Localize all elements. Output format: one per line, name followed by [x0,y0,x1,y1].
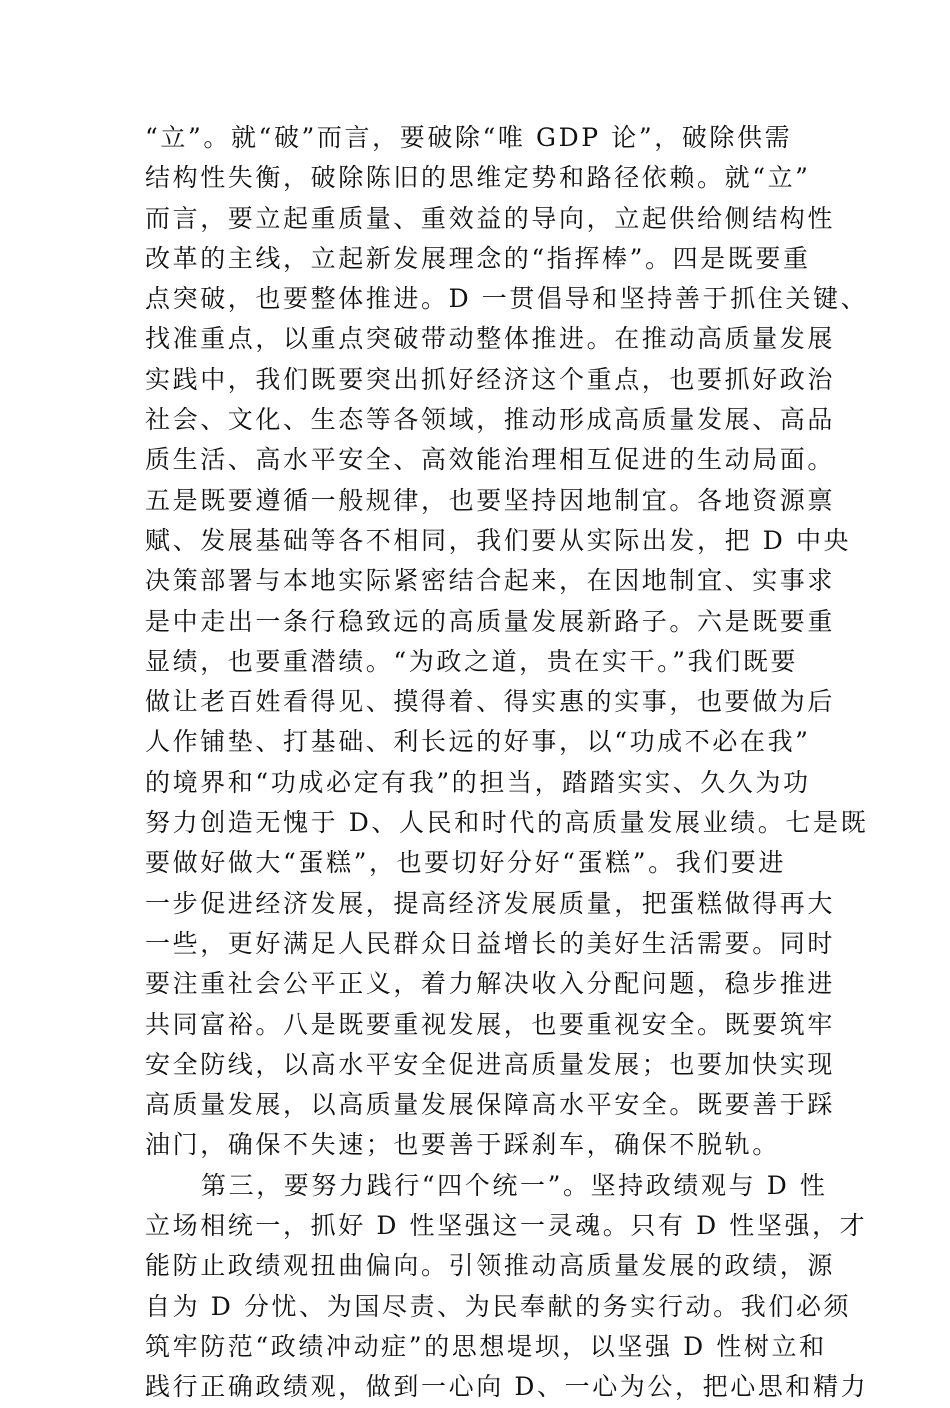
text-line: 立场相统一，抓好 D 性坚强这一灵魂。只有 D 性坚强，才 [145,1211,868,1241]
text-line: 自为 D 分忧、为国尽责、为民奉献的务实行动。我们必须 [145,1291,852,1321]
text-line: 要做好做大“蛋糕”，也要切好分好“蛋糕”。我们要进 [145,848,787,878]
text-line: 是中走出一条行稳致远的高质量发展新路子。六是既要重 [145,606,836,636]
text-line: 油门，确保不失速；也要善于踩刹车，确保不脱轨。 [145,1130,780,1160]
text-line: 能防止政绩观扭曲偏向。引领推动高质量发展的政绩，源 [145,1251,836,1281]
text-line: “立”。就“破”而言，要破除“唯 GDP 论”，破除供需 [145,123,793,152]
text-line: 赋、发展基础等各不相同，我们要从实际出发，把 D 中央 [145,525,852,555]
text-line: 做让老百姓看得见、摸得着、得实惠的实事，也要做为后 [145,687,836,717]
text-line: 安全防线，以高水平安全促进高质量发展；也要加快实现 [145,1049,836,1079]
text-line: 一步促进经济发展，提高经济发展质量，把蛋糕做得再大 [145,888,836,918]
text-line: 努力创造无愧于 D、人民和时代的高质量发展业绩。七是既 [145,808,869,838]
text-line: 要注重社会公平正义，着力解决收入分配问题，稳步推进 [145,969,836,999]
text-line: 找准重点，以重点突破带动整体推进。在推动高质量发展 [145,324,836,354]
text-line: 社会、文化、生态等各领域，推动形成高质量发展、高品 [145,405,836,435]
text-line: 改革的主线，立起新发展理念的“指挥棒”。四是既要重 [145,243,811,273]
text-line: 结构性失衡，破除陈旧的思维定势和路径依赖。就“立” [145,163,811,193]
text-line: 筑牢防范“政绩冲动症”的思想堤坝，以坚强 D 性树立和 [145,1331,827,1361]
text-line: 共同富裕。八是既要重视发展，也要重视安全。既要筑牢 [145,1009,836,1039]
text-line: 五是既要遵循一般规律，也要坚持因地制宜。各地资源禀 [145,485,836,515]
text-line: 显绩，也要重潜绩。“为政之道，贵在实干。”我们既要 [145,646,799,676]
text-line: 一些，更好满足人民群众日益增长的美好生活需要。同时 [145,928,836,958]
text-line: 质生活、高水平安全、高效能治理相互促进的生动局面。 [145,445,836,475]
paragraph-first-line: 第三，要努力践行“四个统一”。坚持政绩观与 D 性 [201,1170,828,1200]
body-text [145,118,869,1408]
text-line: 践行正确政绩观，做到一心向 D、一心为公，把心思和精力 [145,1372,869,1402]
text-line: 而言，要立起重质量、重效益的导向，立起供给侧结构性 [145,203,836,233]
text-line: 决策部署与本地实际紧密结合起来，在因地制宜、实事求 [145,566,836,596]
text-line: 高质量发展，以高质量发展保障高水平安全。既要善于踩 [145,1090,836,1120]
text-line: 点突破，也要整体推进。D 一贯倡导和坚持善于抓住关键、 [145,284,869,314]
text-line: 人作铺垫、打基础、利长远的好事，以“功成不必在我” [145,727,811,757]
text-line: 实践中，我们既要突出抓好经济这个重点，也要抓好政治 [145,364,836,394]
text-line: 的境界和“功成必定有我”的担当，踏踏实实、久久为功 [145,767,811,797]
